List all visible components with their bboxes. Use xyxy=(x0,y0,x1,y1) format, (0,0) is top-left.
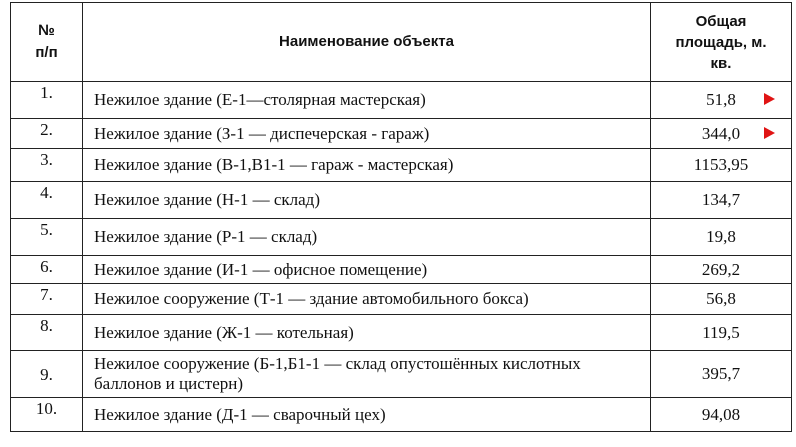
table-row xyxy=(11,219,792,256)
table-row xyxy=(11,149,792,182)
table-row xyxy=(11,119,792,149)
row-area: 1153,95 xyxy=(651,149,792,182)
row-number: 5. xyxy=(11,219,83,256)
row-name: Нежилое здание (Д-1 — сварочный цех) xyxy=(83,398,651,432)
row-number: 3. xyxy=(11,149,83,182)
table-row xyxy=(11,284,792,315)
table-row xyxy=(11,182,792,219)
table-row xyxy=(11,351,792,398)
row-area: 344,0 xyxy=(701,123,741,143)
row-number: 4. xyxy=(11,182,83,219)
row-name: Нежилое здание (В-1,В1-1 — гараж - мастерская) xyxy=(83,149,651,182)
row-area: 395,7 xyxy=(651,351,792,398)
header-area-line1: Общая xyxy=(695,12,747,30)
row-name: Нежилое здание (Ж-1 — котельная) xyxy=(83,315,651,351)
table-row xyxy=(11,82,792,119)
header-number-line2: п/п xyxy=(35,44,58,61)
row-area: 269,2 xyxy=(651,256,792,284)
objects-table xyxy=(10,2,792,432)
row-number: 2. xyxy=(11,119,83,149)
header-number xyxy=(11,3,83,82)
row-area: 119,5 xyxy=(651,315,792,351)
row-number: 6. xyxy=(11,256,83,284)
row-name: Нежилое здание (З-1 — диспечерская - гараж) xyxy=(83,119,651,149)
header-area xyxy=(651,3,792,82)
row-number: 1. xyxy=(11,82,83,119)
row-number: 10. xyxy=(11,398,83,432)
row-area: 51,8 xyxy=(706,90,736,109)
row-name: Нежилое сооружение (Т-1 — здание автомобильного бокса) xyxy=(83,284,651,315)
header-area-line3: кв. xyxy=(710,54,732,72)
row-area: 56,8 xyxy=(651,284,792,315)
row-area: 134,7 xyxy=(651,182,792,219)
row-name: Нежилое сооружение (Б-1,Б1-1 — склад опустошённых кислотных баллонов и цистерн) xyxy=(83,351,651,398)
row-area: 19,8 xyxy=(651,219,792,256)
row-number: 7. xyxy=(11,284,83,315)
table-row xyxy=(11,315,792,351)
table-row xyxy=(11,398,792,432)
row-name: Нежилое здание (И-1 — офисное помещение) xyxy=(83,256,651,284)
header-area-line2: площадь, м. xyxy=(675,33,767,51)
row-name: Нежилое здание (Н-1 — склад) xyxy=(83,182,651,219)
red-triangle-icon xyxy=(764,127,775,139)
row-number: 8. xyxy=(11,315,83,351)
row-number: 9. xyxy=(11,351,83,398)
red-triangle-icon xyxy=(764,93,775,105)
row-area: 94,08 xyxy=(651,398,792,432)
row-name: Нежилое здание (Р-1 — склад) xyxy=(83,219,651,256)
header-name: Наименование объекта xyxy=(83,3,651,82)
row-name: Нежилое здание (Е-1—столярная мастерская) xyxy=(83,82,651,119)
table-header-row xyxy=(11,3,792,82)
header-number-line1: № xyxy=(38,22,55,39)
table-row xyxy=(11,256,792,284)
row-area-cell xyxy=(651,119,792,149)
row-area-cell xyxy=(651,82,792,119)
